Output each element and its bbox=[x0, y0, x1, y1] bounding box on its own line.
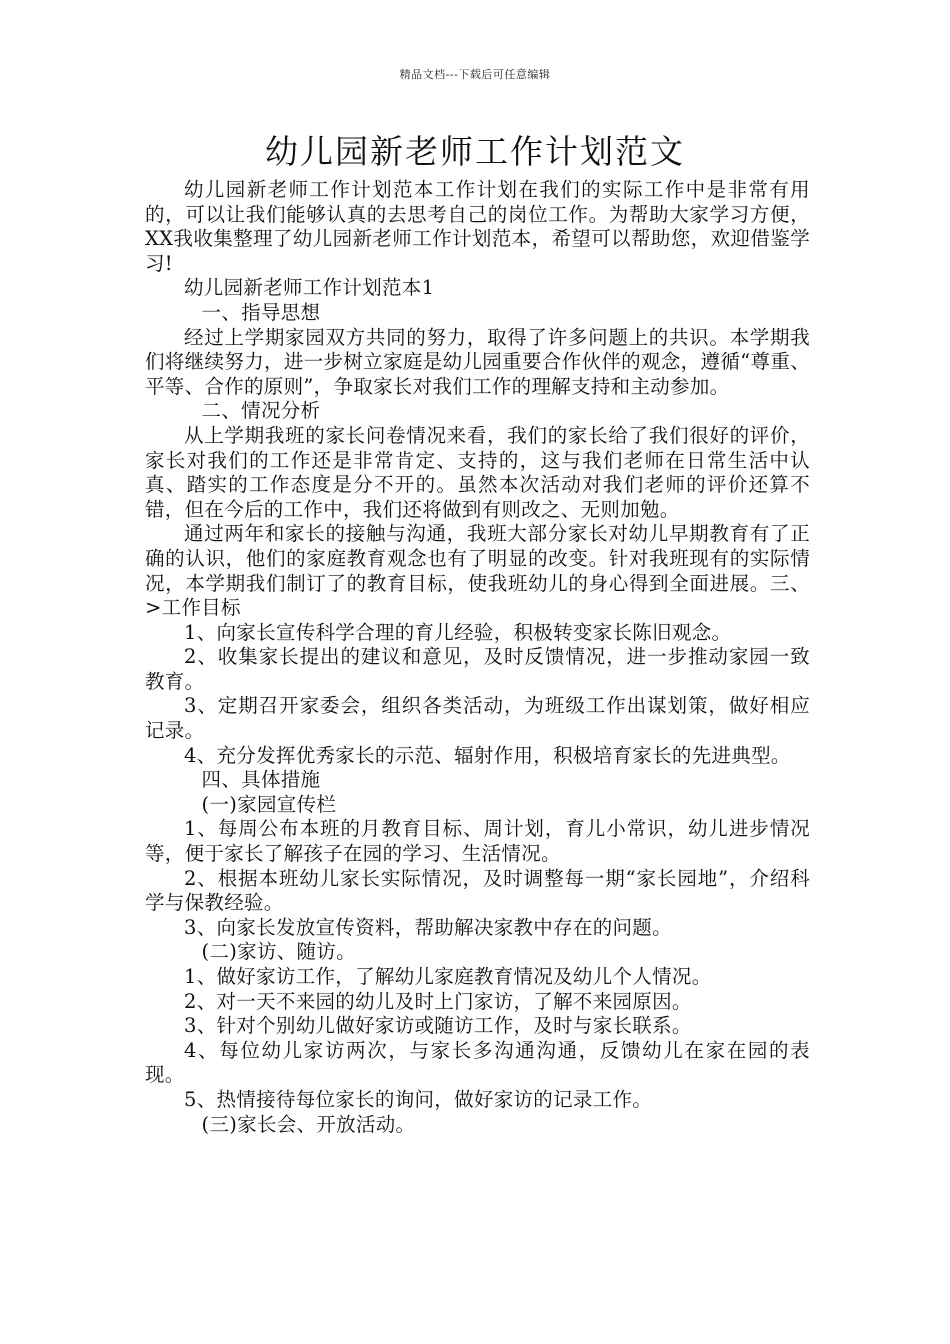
subsection-heading-bulletin-board: (一)家园宣传栏 bbox=[201, 792, 337, 816]
list-item: 5、热情接待每位家长的询问，做好家访的记录工作。 bbox=[184, 1087, 653, 1111]
body-paragraph: 通过两年和家长的接触与沟通，我班大部分家长对幼儿早期教育有了正确的认识，他们的家庭教育观念也有了明显的改变。针对我班现有的实际情况，本学期我们制订了的教育目标，使我班幼儿的身心得到全面进展。三、>工作目标 bbox=[145, 522, 810, 620]
list-item: 4、每位幼儿家访两次，与家长多沟通沟通，反馈幼儿在家在园的表现。 bbox=[145, 1038, 810, 1087]
list-item: 3、定期召开家委会，组织各类活动，为班级工作出谋划策，做好相应记录。 bbox=[145, 694, 810, 743]
intro-paragraph: 幼儿园新老师工作计划范本工作计划在我们的实际工作中是非常有用的，可以让我们能够认真的去思考自己的岗位工作。为帮助大家学习方便，XX我收集整理了幼儿园新老师工作计划范本，希望可以帮助您，欢迎借鉴学习! bbox=[145, 178, 810, 275]
sample-heading: 幼儿园新老师工作计划范本1 bbox=[184, 276, 435, 300]
list-item: 3、向家长发放宣传资料，帮助解决家教中存在的问题。 bbox=[184, 915, 672, 939]
section-heading-measures: 四、具体措施 bbox=[201, 768, 321, 792]
body-paragraph: 经过上学期家园双方共同的努力，取得了许多问题上的共识。本学期我们将继续努力，进一步树立家庭是幼儿园重要合作伙伴的观念，遵循“尊重、平等、合作的原则”，争取家长对我们工作的理解支持和主动参加。 bbox=[145, 325, 810, 398]
list-item: 3、针对个别幼儿做好家访或随访工作，及时与家长联系。 bbox=[184, 1014, 692, 1038]
list-item: 2、根据本班幼儿家长实际情况，及时调整每一期“家长园地”，介绍科学与保教经验。 bbox=[145, 866, 810, 915]
list-item: 2、收集家长提出的建议和意见，及时反馈情况，进一步推动家园一致教育。 bbox=[145, 645, 810, 693]
document-title: 幼儿园新老师工作计划范文 bbox=[265, 132, 685, 171]
list-item: 2、对一天不来园的幼儿及时上门家访，了解不来园原因。 bbox=[184, 989, 692, 1013]
list-item: 1、向家长宣传科学合理的育儿经验，积极转变家长陈旧观念。 bbox=[184, 620, 732, 644]
page-header-note: 精品文档---下载后可任意编辑 bbox=[399, 68, 551, 81]
list-item: 1、每周公布本班的月教育目标、周计划，育儿小常识，幼儿进步情况等，便于家长了解孩子在园的学习、生活情况。 bbox=[145, 817, 810, 866]
body-paragraph: 从上学期我班的家长问卷情况来看，我们的家长给了我们很好的评价，家长对我们的工作还是非常肯定、支持的，这与我们老师在日常生活中认真、踏实的工作态度是分不开的。虽然本次活动对我们老师的评价还算不错，但在今后的工作中，我们还将做到有则改之、无则加勉。 bbox=[145, 423, 810, 521]
subsection-heading-home-visits: (二)家访、随访。 bbox=[201, 940, 356, 964]
section-heading-situation-analysis: 二、情况分析 bbox=[201, 399, 321, 423]
document-body bbox=[145, 178, 810, 1137]
list-item: 1、做好家访工作，了解幼儿家庭教育情况及幼儿个人情况。 bbox=[184, 965, 712, 988]
subsection-heading-parent-meetings: (三)家长会、开放活动。 bbox=[201, 1112, 416, 1136]
list-item: 4、充分发挥优秀家长的示范、辐射作用，积极培育家长的先进典型。 bbox=[184, 743, 791, 767]
section-heading-guiding-thought: 一、指导思想 bbox=[201, 300, 321, 324]
